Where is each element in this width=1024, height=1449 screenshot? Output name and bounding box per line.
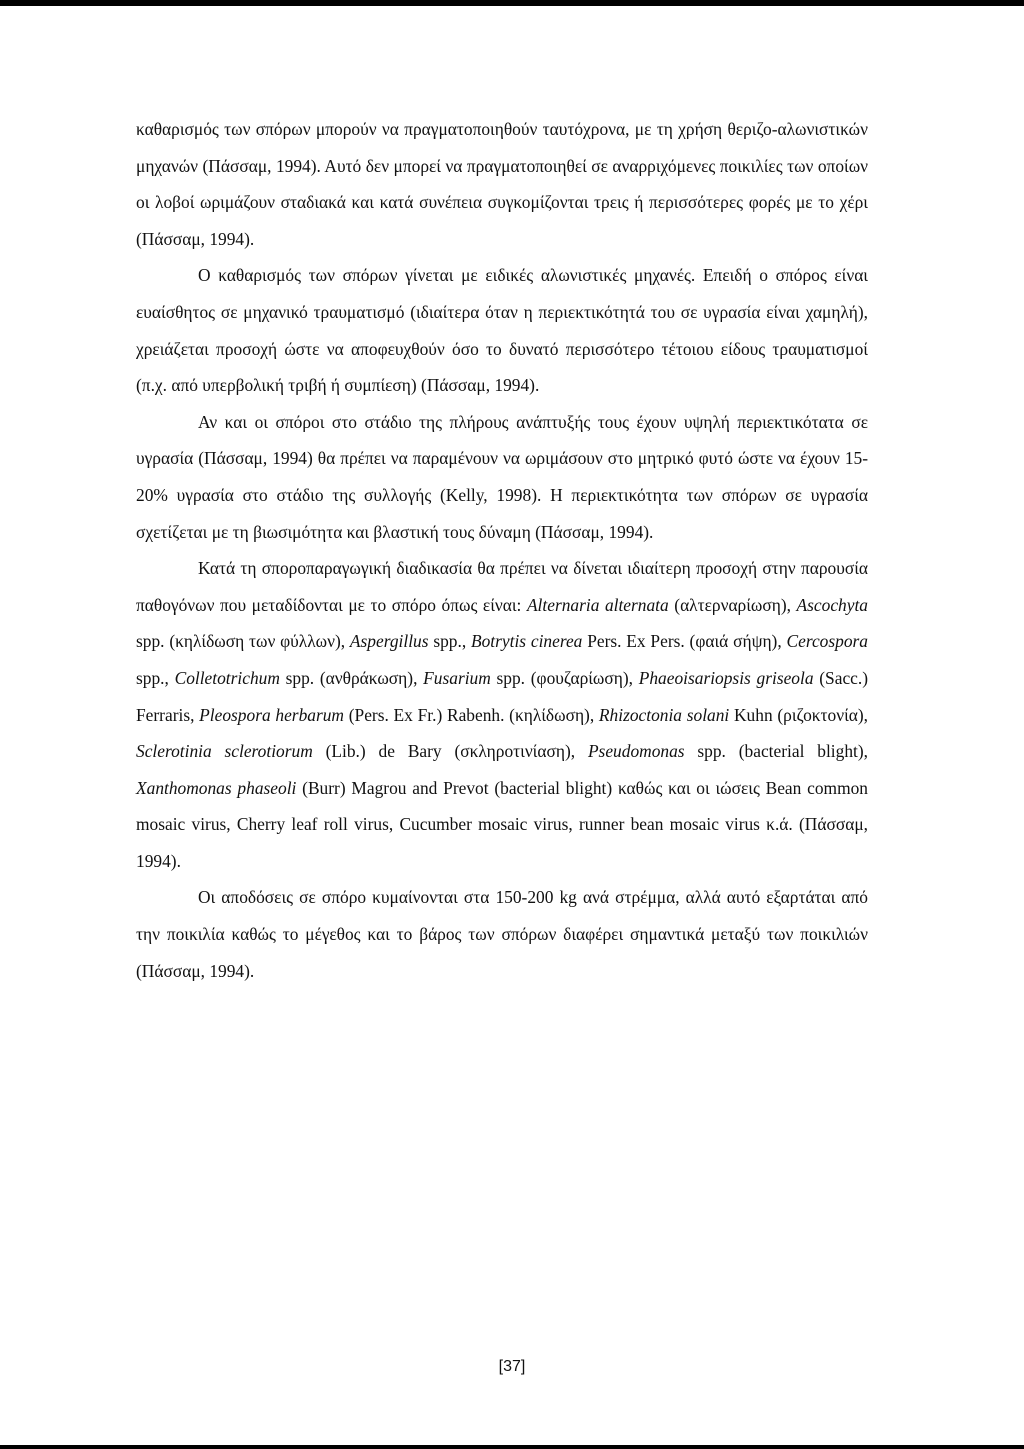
species-name: Sclerotinia sclerotiorum <box>136 741 313 762</box>
text-run: (αλτερναρίωση), <box>668 594 797 615</box>
species-name: Colletotrichum <box>174 667 280 688</box>
paragraph <box>136 111 868 257</box>
text-run: Οι αποδόσεις σε σπόρο κυμαίνονται στα 150-200 kg ανά στρέμμα, αλλά αυτό εξαρτάται από την ποικιλία καθώς το μέγεθος και το βάρος των σπόρων διαφέρει σημαντικά μεταξύ των ποικιλιών (Πάσσαμ, 1994). <box>136 887 868 981</box>
text-run: spp. (ανθράκωση), <box>279 667 424 688</box>
text-run: καθαρισμός των σπόρων μπορούν να πραγματοποιηθούν ταυτόχρονα, με τη χρήση θεριζο-αλωνιστικών μηχανών (Πάσσαμ, 1994). Αυτό δεν μπορεί να πραγματοποιηθεί σε αναρριχόμενες ποικιλίες των οποίων οι λοβοί ωριμάζουν σταδιακά και κατά συνέπεια συγκομίζονται τρεις ή περισσότερες φορές με το χέρι (Πάσσαμ, 1994). <box>136 119 868 249</box>
paragraph <box>136 550 868 879</box>
text-run: spp. (κηλίδωση των φύλλων), <box>136 631 350 652</box>
text-run: Kuhn (ριζοκτονία), <box>729 704 869 725</box>
text-run: Pers. Ex Pers. (φαιά σήψη), <box>582 631 787 652</box>
paragraph <box>136 257 868 403</box>
species-name: Phaeoisariopsis griseola <box>638 667 814 688</box>
species-name: Alternaria alternata <box>526 594 669 615</box>
species-name: Pleospora herbarum <box>199 704 344 725</box>
page-number: [37] <box>498 1358 526 1375</box>
text-run: Αν και οι σπόροι στο στάδιο της πλήρους ανάπτυξής τους έχουν υψηλή περιεκτικότατα σε υγρασία (Πάσσαμ, 1994) θα πρέπει να παραμένουν να ωριμάσουν στο μητρικό φυτό ώστε να έχουν 15-20% υγρασία στο στάδιο της συλλογής (Kelly, 1998). Η περιεκτικότητα των σπόρων σε υγρασία σχετίζεται με τη βιωσιμότητα και βλαστική τους δύναμη (Πάσσαμ, 1994). <box>136 411 868 542</box>
text-run: spp., <box>136 667 175 688</box>
species-name: Cercospora <box>786 631 868 652</box>
text-run: Κατά τη σποροπαραγωγική διαδικασία θα πρέπει να δίνεται ιδιαίτερη προσοχή στην παρουσία παθογόνων που μεταδίδονται με το σπόρο όπως είναι: <box>136 558 868 615</box>
text-run: (Burr) Magrou and Prevot (bacterial blight) καθώς και οι ιώσεις Bean common mosaic virus, Cherry leaf roll virus, Cucumber mosaic virus, runner bean mosaic virus κ.ά. (Πάσσαμ, 1994). <box>136 777 868 871</box>
species-name: Fusarium <box>423 667 491 688</box>
text-run: Ο καθαρισμός των σπόρων γίνεται με ειδικές αλωνιστικές μηχανές. Επειδή ο σπόρος είναι ευαίσθητος σε μηχανικό τραυματισμό (ιδιαίτερα όταν η περιεκτικότητά του σε υγρασία είναι χαμηλή), χρειάζεται προσοχή ώστε να αποφευχθούν όσο το δυνατό περισσότερο τέτοιου είδους τραυματισμοί (π.χ. από υπερβολική τριβή ή συμπίεση) (Πάσσαμ, 1994). <box>136 265 868 396</box>
species-name: Pseudomonas <box>587 741 685 762</box>
text-run: (Pers. Ex Fr.) Rabenh. (κηλίδωση), <box>344 704 599 725</box>
species-name: Aspergillus <box>349 631 429 652</box>
text-run: spp. (bacterial blight), <box>684 741 868 762</box>
species-name: Rhizoctonia solani <box>598 704 730 725</box>
paragraph <box>136 404 868 550</box>
body-text <box>136 111 868 989</box>
text-run: (Sacc.) Ferraris, <box>136 667 869 725</box>
text-run: (Lib.) de Bary (σκληροτινίαση), <box>312 741 588 762</box>
paragraph <box>136 879 868 989</box>
text-run: spp., <box>428 631 471 652</box>
species-name: Botrytis cinerea <box>470 631 583 652</box>
species-name: Ascochyta <box>796 594 868 615</box>
species-name: Xanthomonas phaseoli <box>136 777 297 798</box>
text-run: spp. (φουζαρίωση), <box>490 667 639 688</box>
